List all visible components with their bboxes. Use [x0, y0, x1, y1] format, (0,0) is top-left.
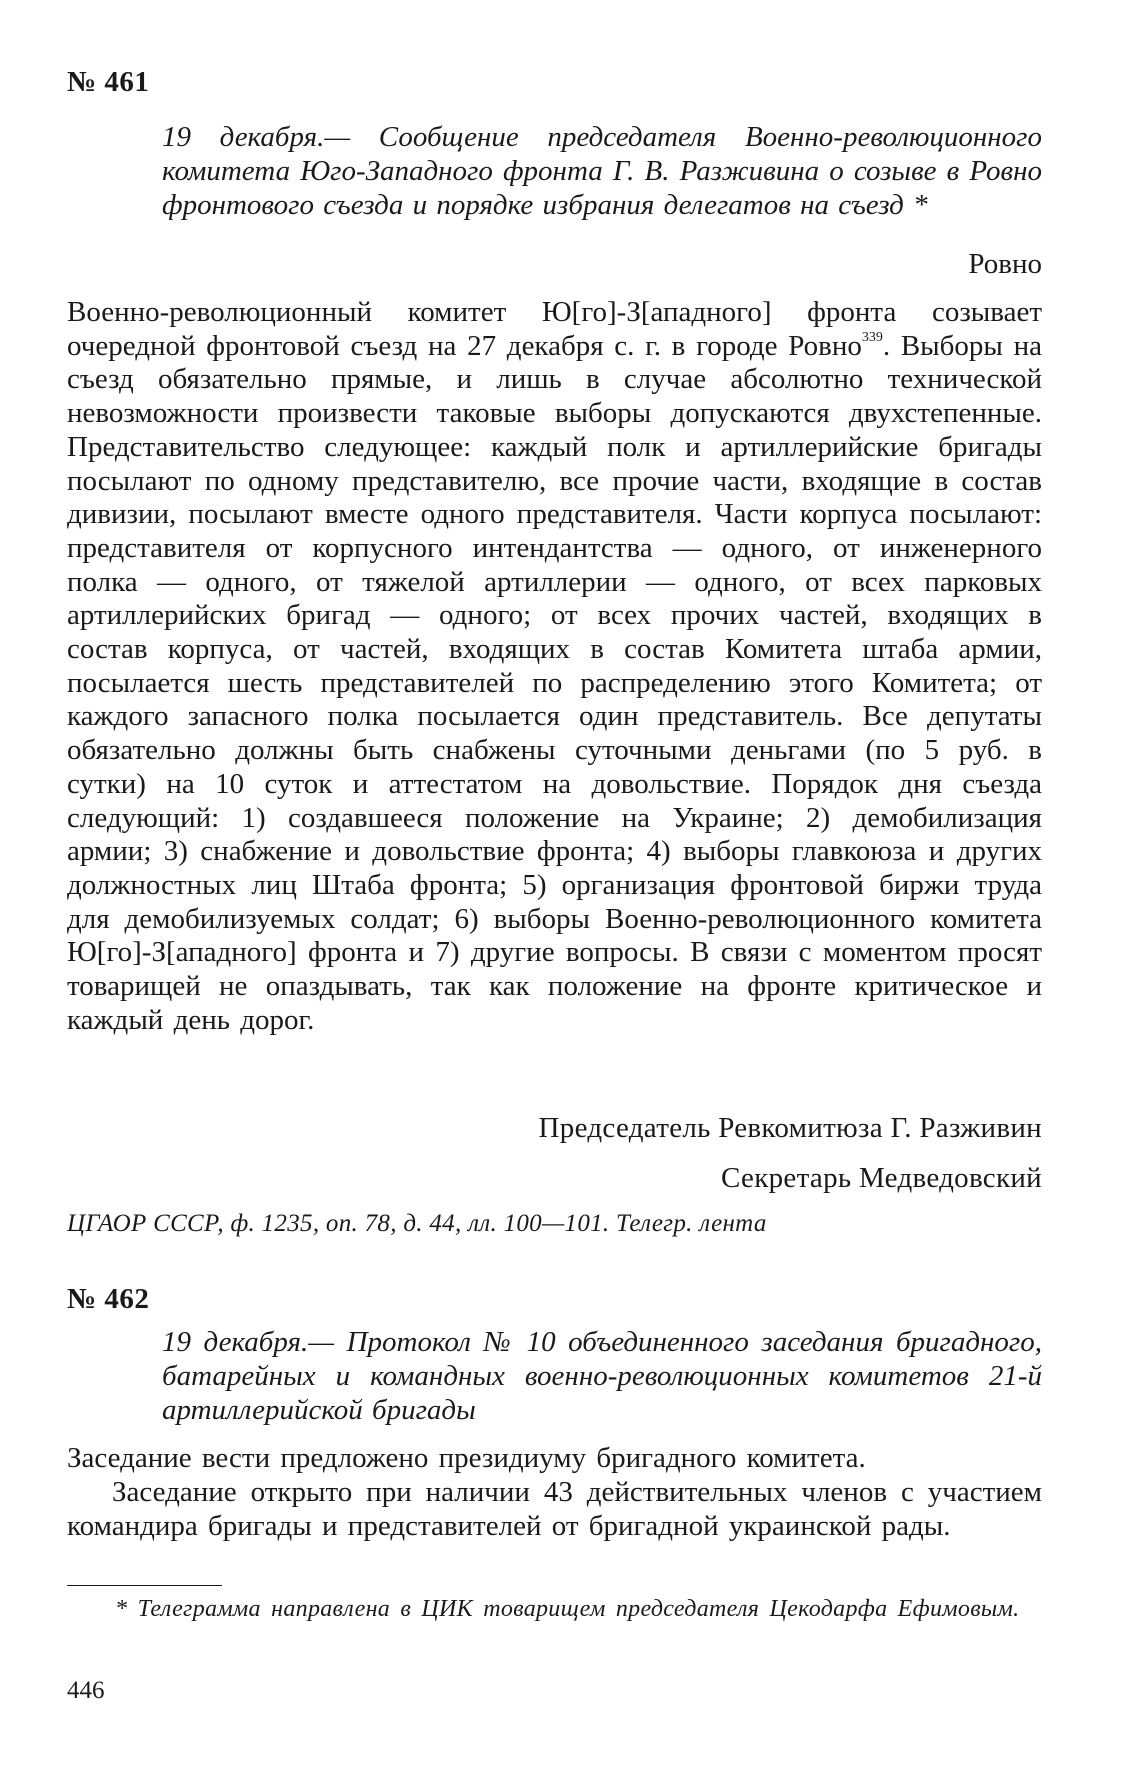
body-text-part-1: Военно-революционный комитет Ю[го]-З[ападного] фронта созывает очередной фронтовой съезд на 27 декабря с. г. в городе Ровно: [67, 296, 1042, 362]
footnote-divider: [67, 1585, 222, 1586]
page-number: 446: [67, 1677, 105, 1704]
document-paragraph-1: Заседание вести предложено президиуму бригадного комитета.: [67, 1442, 866, 1474]
footnote-reference-339: 339: [861, 329, 883, 345]
body-text-part-2: . Выборы на съезд обязательно прямые, и лишь в случае абсолютно технической невозможности произвести таковые выборы допускаются двухстепенные. Представительство следующее: каждый полк и артиллерийские бригады посылают по одному представителю, все прочие части, входящие в состав дивизии, посылают вместе одного представителя. Части корпуса посылают: представителя от корпусного интендантства — одного, от инженерного полка — одного, от тяжелой артиллерии — одного, от всех парковых артиллерийских бригад — одного; от всех прочих частей, входящих в состав корпуса, от частей, входящих в состав Комитета штаба армии, посылается шесть представителей по распределению этого Комитета; от каждого запасного полка посылается один представитель. Все депутаты обязательно должны быть снабжены суточными деньгами (по 5 руб. в сутки) на 10 суток и аттестатом на довольствие. Порядок дня съезда следующий: 1) создавшееся положение на Украине; 2) демобилизация армии; 3) снабжение и довольствие фронта; 4) выборы главкоюза и других должностных лиц Штаба фронта; 5) организация фронтовой биржи труда для демобилизуемых солдат; 6) выборы Военно-революционного комитета Ю[го]-З[ападного] фронта и 7) другие вопросы. В связи с моментом просят товарищей не опаздывать, так как положение на фронте критическое и каждый день дорог.: [67, 329, 1042, 1036]
signature-chairman: Председатель Ревкомитюза Г. Разживин: [538, 1112, 1042, 1144]
archive-reference: ЦГАОР СССР, ф. 1235, оп. 78, д. 44, лл. 100—101. Телегр. лента: [67, 1210, 767, 1237]
document-number-462: № 462: [67, 1283, 150, 1315]
document-number-461: № 461: [67, 66, 150, 98]
place-of-origin: Ровно: [968, 248, 1042, 280]
document-heading-461: 19 декабря.— Сообщение председателя Военно-революционного комитета Юго-Западного фронта Г. В. Разживина о созыве в Ровно фронтового съезда и порядке избрания делегатов на съезд *: [162, 121, 1042, 221]
document-body-461: [67, 296, 1042, 1037]
footnote-text: * Телеграмма направлена в ЦИК товарищем председателя Цекодарфа Ефимовым.: [115, 1596, 1020, 1622]
signature-secretary: Секретарь Медведовский: [721, 1162, 1042, 1194]
document-paragraph-2: Заседание открыто при наличии 43 действительных членов с участием командира бригады и представителей от бригадной украинской рады.: [67, 1476, 1042, 1542]
document-heading-462: 19 декабря.— Протокол № 10 объединенного заседания бригадного, батарейных и командных военно-революционных комитетов 21-й артиллерийской бригады: [162, 1326, 1042, 1426]
